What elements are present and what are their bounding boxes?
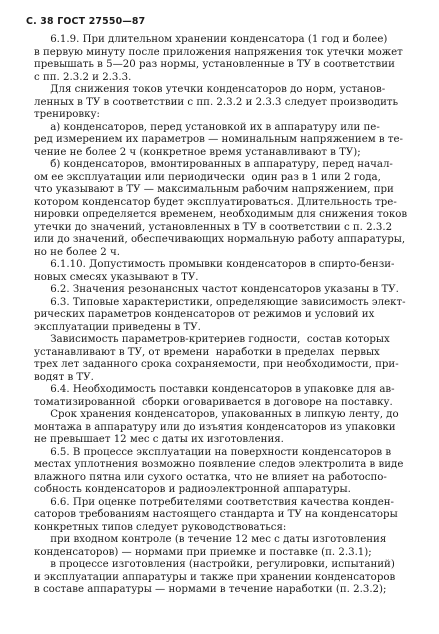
text-line: чение не более 2 ч (конкретное время устанавливают в ТУ);	[34, 146, 361, 158]
text-line: не превышает 12 мес с даты их изготовления.	[34, 434, 284, 445]
text-line: томатизированной сборки оговаривается в договоре на поставку.	[34, 396, 393, 408]
text-line: ред измерением их параметров — номинальным напряжением в те-	[34, 134, 403, 145]
text-line: в первую минуту после приложения напряжения ток утечки может	[34, 46, 403, 58]
text-line: 6.5. В процессе эксплуатации на поверхности конденсаторов в	[34, 446, 392, 458]
text-line: что указывают в ТУ — максимальным рабочим напряжением, при	[34, 184, 394, 195]
body-text	[34, 34, 414, 597]
text-line: рических параметров конденсаторов от режимов и условий их	[34, 309, 375, 320]
text-line: а) конденсаторов, перед установкой их в аппаратуру или пе-	[34, 121, 380, 133]
text-line: ленных в ТУ в соответствии с пп. 2.3.2 и 2.3.3 следует производить	[34, 96, 399, 108]
text-line: ом ее эксплуатации или периодически один раз в 1 или 2 года,	[34, 171, 381, 183]
text-line: 6.2. Значения резонансных частот конденсаторов указаны в ТУ.	[34, 284, 399, 295]
text-line: влажного пятна или сухого остатка, что не влияет на работоспо-	[34, 471, 387, 483]
text-line: эксплуатации приведены в ТУ.	[34, 321, 201, 333]
text-line: конкретных типов следует руководствоваться:	[34, 521, 287, 533]
text-line: утечки до значений, установленных в ТУ в соответствии с п. 2.3.2	[34, 221, 393, 233]
text-line: превышать в 5—20 раз нормы, установленные в ТУ в соответствии	[34, 59, 395, 70]
text-line: Зависимость параметров-критериев годности, состав которых	[34, 334, 390, 345]
text-line: котором конденсатор будет эксплуатироваться. Длительность тре-	[34, 196, 397, 208]
text-line: местах уплотнения возможно появление следов электролита в виде	[34, 459, 404, 470]
text-line: в составе аппаратуры — нормами в течение наработки (п. 2.3.2);	[34, 584, 387, 595]
text-line: конденсаторов) — нормами при приемке и поставке (п. 2.3.1);	[34, 546, 372, 558]
text-line: и эксплуатации аппаратуры и также при хранении конденсаторов	[34, 571, 396, 583]
text-line: нировки определяется временем, необходимым для снижения токов	[34, 209, 408, 220]
text-line: при входном контроле (в течение 12 мес с даты изготовления	[34, 534, 387, 545]
page-header: С. 38 ГОСТ 27550—87	[26, 16, 146, 27]
text-line: саторов требованиям настоящего стандарта и ТУ на конденсаторы	[34, 509, 398, 520]
text-line: 6.1.10. Допустимость промывки конденсаторов в спирто-бензи-	[34, 259, 395, 270]
text-line: 6.1.9. При длительном хранении конденсатора (1 год и более)	[34, 34, 388, 45]
text-line: новых смесях указывают в ТУ.	[34, 271, 199, 283]
text-line: 6.3. Типовые характеристики, определяющие зависимость элект-	[34, 296, 406, 308]
text-line: тренировку:	[34, 109, 100, 120]
text-line: собность конденсаторов и радиоэлектронной аппаратуры.	[34, 484, 351, 495]
text-line: но не более 2 ч.	[34, 246, 120, 258]
text-line: с пп. 2.3.2 и 2.3.3.	[34, 71, 132, 83]
text-line: устанавливают в ТУ, от времени наработки в пределах первых	[34, 346, 380, 358]
text-line: б) конденсаторов, вмонтированных в аппаратуру, перед начал-	[34, 159, 393, 170]
document-page	[26, 16, 414, 597]
text-line: Срок хранения конденсаторов, упакованных в липкую ленту, до	[34, 409, 399, 420]
text-line: 6.6. При оценке потребителями соответствия качества конден-	[34, 496, 394, 508]
text-line: или до значений, обеспечивающих нормальную работу аппаратуры,	[34, 234, 406, 245]
text-line: трех лет заданного срока сохраняемости, при необходимости, при-	[34, 359, 399, 370]
text-line: Для снижения токов утечки конденсаторов до норм, установ-	[34, 84, 386, 95]
text-line: в процессе изготовления (настройки, регулировки, испытаний)	[34, 559, 395, 570]
text-line: водят в ТУ.	[34, 371, 94, 383]
text-line: монтажа в аппаратуру или до изъятия конденсаторов из упаковки	[34, 421, 396, 433]
text-line: 6.4. Необходимость поставки конденсаторов в упаковке для ав-	[34, 384, 395, 395]
